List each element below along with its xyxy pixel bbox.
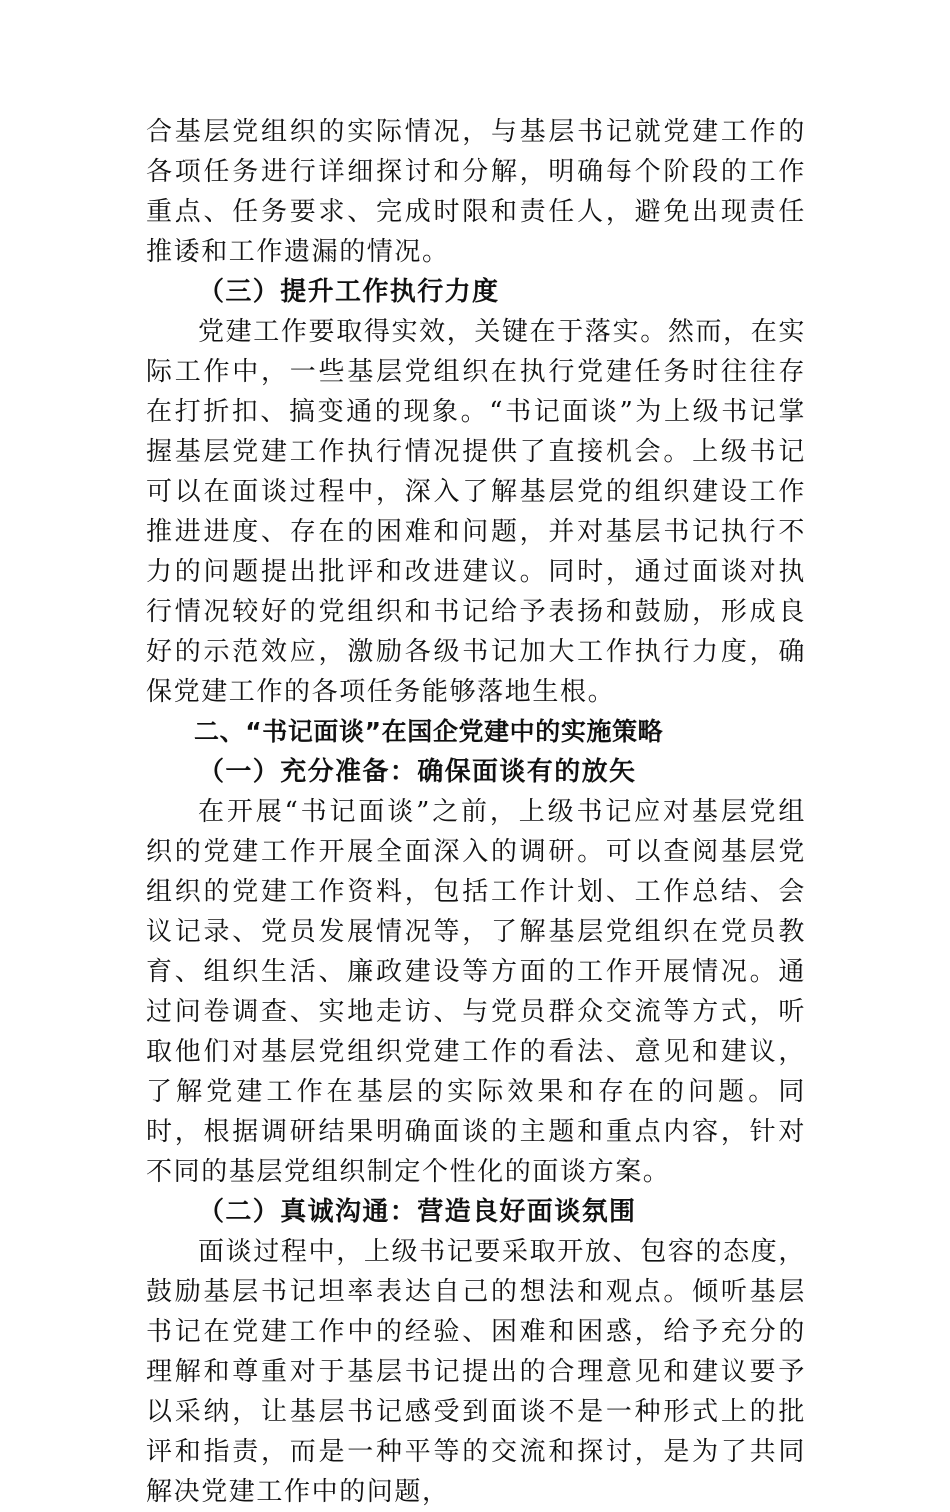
document-body bbox=[146, 112, 806, 1512]
section-heading: （二）真诚沟通：营造良好面谈氛围 bbox=[198, 1197, 637, 1227]
chapter-heading: 二、“书记面谈”在国企党建中的实施策略 bbox=[194, 717, 664, 746]
section-heading: （三）提升工作执行力度 bbox=[198, 277, 500, 307]
body-paragraph: 合基层党组织的实际情况，与基层书记就党建工作的各项任务进行详细探讨和分解，明确每个阶段的工作重点、任务要求、完成时限和责任人，避免出现责任推诿和工作遗漏的情况。 bbox=[146, 117, 806, 267]
body-paragraph: 面谈过程中，上级书记要采取开放、包容的态度，鼓励基层书记坦率表达自己的想法和观点。倾听基层书记在党建工作中的经验、困难和困惑，给予充分的理解和尊重对于基层书记提出的合理意见和建议要予以采纳，让基层书记感受到面谈不是一种形式上的批评和指责，而是一种平等的交流和探讨，是为了共同解决党建工作中的问题， bbox=[146, 1237, 806, 1507]
body-paragraph: 党建工作要取得实效，关键在于落实。然而，在实际工作中，一些基层党组织在执行党建任务时往往存在打折扣、搞变通的现象。“书记面谈”为上级书记掌握基层党建工作执行情况提供了直接机会。上级书记可以在面谈过程中，深入了解基层党的组织建设工作推进进度、存在的困难和问题，并对基层书记执行不力的问题提出批评和改进建议。同时，通过面谈对执行情况较好的党组织和书记给予表扬和鼓励，形成良好的示范效应，激励各级书记加大工作执行力度，确保党建工作的各项任务能够落地生根。 bbox=[146, 317, 806, 707]
body-paragraph: 在开展“书记面谈”之前，上级书记应对基层党组织的党建工作开展全面深入的调研。可以查阅基层党组织的党建工作资料，包括工作计划、工作总结、会议记录、党员发展情况等，了解基层党组织在党员教育、组织生活、廉政建设等方面的工作开展情况。通过问卷调查、实地走访、与党员群众交流等方式，听取他们对基层党组织党建工作的看法、意见和建议，了解党建工作在基层的实际效果和存在的问题。同时，根据调研结果明确面谈的主题和重点内容，针对不同的基层党组织制定个性化的面谈方案。 bbox=[146, 797, 806, 1187]
section-heading: （一）充分准备：确保面谈有的放矢 bbox=[198, 757, 637, 787]
